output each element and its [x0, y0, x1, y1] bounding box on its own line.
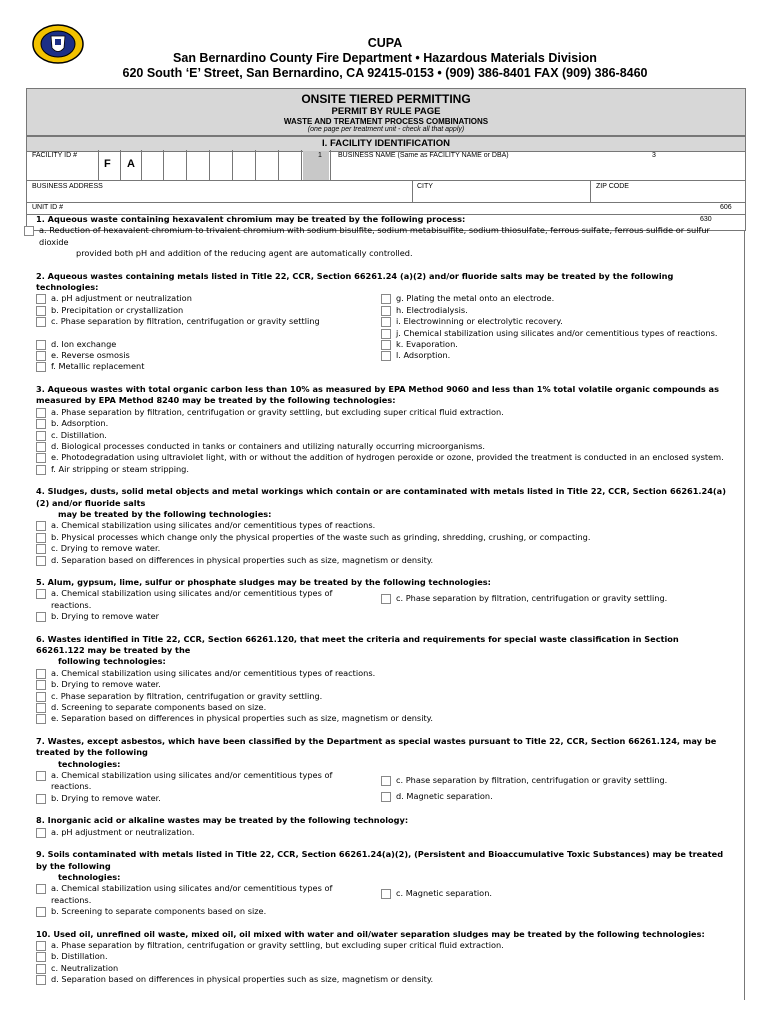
- question-5-title: 5. Alum, gypsum, lime, sulfur or phosphate sludges may be treated by the following technologies:: [36, 576, 491, 587]
- checkbox[interactable]: [36, 964, 46, 974]
- form-title: ONSITE TIERED PERMITTING: [301, 92, 471, 106]
- section-facility-identification: I. FACILITY IDENTIFICATION: [26, 136, 746, 152]
- checkbox[interactable]: [36, 771, 46, 781]
- option-text: d. Ion exchange: [51, 338, 117, 349]
- option-text-cont: provided both pH and addition of the reducing agent are automatically controlled.: [76, 248, 413, 259]
- form-note: (one page per treatment unit - check all that apply): [307, 126, 465, 133]
- field-number-630: 630: [700, 216, 712, 223]
- option-text: a. Reduction of hexavalent chromium to trivalent chromium with sodium bisulfite, sodium metabisulfite, sodium thiosulfate, ferrous sulfate, ferrous sulfide or sulfur dioxide: [39, 225, 710, 247]
- checkbox[interactable]: [36, 907, 46, 917]
- question-8: [36, 815, 726, 838]
- option-text: g. Plating the metal onto an electrode.: [396, 293, 555, 304]
- question-1-title: 1. Aqueous waste containing hexavalent chromium may be treated by the following process:: [36, 214, 466, 224]
- checkbox[interactable]: [381, 317, 391, 327]
- checkbox[interactable]: [381, 594, 391, 604]
- option-text: c. Phase separation by filtration, centrifugation or gravity settling.: [396, 593, 668, 604]
- checkbox[interactable]: [36, 612, 46, 622]
- checkbox[interactable]: [36, 340, 46, 350]
- option-text: h. Electrodialysis.: [396, 304, 468, 315]
- option-text: a. pH adjustment or neutralization.: [51, 826, 195, 837]
- option-text: a. Chemical stabilization using silicates and/or cementitious types of reactions.: [51, 667, 376, 678]
- option-text: d. Separation based on differences in physical properties such as size, magnetism or density.: [51, 974, 434, 985]
- checkbox[interactable]: [36, 884, 46, 894]
- field-number-3: 3: [652, 152, 656, 159]
- question-2-title: 2. Aqueous wastes containing metals listed in Title 22, CCR, Section 66261.24 (a)(2) and/or fluoride salts may be treated by the following technologies:: [36, 270, 674, 293]
- option-text: d. Separation based on differences in physical properties such as size, magnetism or density.: [51, 554, 434, 565]
- checkbox[interactable]: [36, 589, 46, 599]
- option-text: c. Drying to remove water.: [51, 543, 161, 554]
- question-10-title: 10. Used oil, unrefined oil waste, mixed oil, oil mixed with water and oil/water separation sludges may be treated by the following technologies:: [36, 928, 705, 939]
- checkbox[interactable]: [381, 351, 391, 361]
- question-9-title-cont: technologies:: [58, 871, 121, 882]
- option-text: d. Magnetic separation.: [396, 791, 493, 802]
- question-1: [36, 214, 726, 260]
- checkbox[interactable]: [36, 941, 46, 951]
- question-6: [36, 634, 726, 725]
- option-text: a. Chemical stabilization using silicates and/or cementitious types of reactions.: [51, 588, 333, 610]
- checkbox[interactable]: [36, 669, 46, 679]
- checkbox[interactable]: [381, 329, 391, 339]
- business-address-label: BUSINESS ADDRESS: [32, 183, 103, 190]
- option-text: a. Chemical stabilization using silicates and/or cementitious types of reactions.: [51, 770, 333, 792]
- checkbox[interactable]: [381, 306, 391, 316]
- checkbox[interactable]: [36, 317, 46, 327]
- checkbox[interactable]: [36, 692, 46, 702]
- option-text: a. pH adjustment or neutralization: [51, 293, 192, 304]
- option-text: e. Reverse osmosis: [51, 350, 130, 361]
- checkbox[interactable]: [36, 680, 46, 690]
- checkbox[interactable]: [36, 419, 46, 429]
- question-6-title: 6. Wastes identified in Title 22, CCR, Section 66261.120, that meet the criteria and requirements for special waste classification in Section 66261.122 may be treated by the: [36, 633, 679, 655]
- question-7-title: 7. Wastes, except asbestos, which have been classified by the Department as special wastes pursuant to Title 22, CCR, Section 66261.124, may be treated by the following: [36, 735, 717, 758]
- option-text: f. Metallic replacement: [51, 361, 145, 372]
- business-name-label: BUSINESS NAME (Same as FACILITY NAME or DBA): [338, 152, 509, 159]
- checkbox[interactable]: [36, 714, 46, 724]
- option-text: c. Phase separation by filtration, centrifugation or gravity settling: [51, 316, 320, 327]
- option-text: b. Drying to remove water.: [51, 792, 161, 803]
- unit-id-label: UNIT ID #: [32, 204, 63, 211]
- checkbox[interactable]: [36, 556, 46, 566]
- checkbox[interactable]: [36, 294, 46, 304]
- option-text: e. Separation based on differences in physical properties such as size, magnetism or density.: [51, 713, 433, 724]
- checkbox[interactable]: [36, 703, 46, 713]
- option-text: d. Screening to separate components based on size.: [51, 702, 267, 713]
- checkbox[interactable]: [36, 362, 46, 372]
- checkbox[interactable]: [36, 306, 46, 316]
- option-text: b. Drying to remove water: [51, 611, 160, 622]
- question-3: [36, 384, 726, 475]
- checkbox[interactable]: [36, 442, 46, 452]
- checkbox[interactable]: [36, 975, 46, 985]
- header-address: 620 South ‘E’ Street, San Bernardino, CA 92415-0153 • (909) 386-8401 FAX (909) 386-8460: [122, 66, 648, 80]
- option-text: b. Precipitation or crystallization: [51, 304, 184, 315]
- question-4: [36, 486, 726, 566]
- option-text: f. Air stripping or steam stripping.: [51, 463, 189, 474]
- option-text: c. Magnetic separation.: [396, 888, 492, 899]
- treatment-options: [36, 214, 726, 986]
- question-8-title: 8. Inorganic acid or alkaline wastes may be treated by the following technology:: [36, 815, 409, 826]
- title-box: [26, 88, 746, 136]
- question-7-title-cont: technologies:: [58, 758, 121, 769]
- option-text: k. Evaporation.: [396, 339, 458, 350]
- checkbox[interactable]: [381, 776, 391, 786]
- question-9-title: 9. Soils contaminated with metals listed in Title 22, CCR, Section 66261.24(a)(2), (Persistent and Bioaccumulative Toxic Substances) may be treated by the following: [36, 849, 724, 871]
- question-3-title: 3. Aqueous wastes with total organic carbon less than 10% as measured by EPA Method 9060 and less than 1% total volatile organic compounds as measured by EPA Method 8240 may be treated by the following technologies:: [36, 383, 719, 406]
- checkbox[interactable]: [381, 294, 391, 304]
- checkbox[interactable]: [24, 226, 34, 236]
- form-subtitle-2: WASTE AND TREATMENT PROCESS COMBINATIONS: [283, 117, 489, 126]
- option-text: b. Screening to separate components based on size.: [51, 906, 267, 917]
- option-text: c. Distillation.: [51, 429, 107, 440]
- facility-id-f: F: [104, 158, 111, 170]
- checkbox[interactable]: [36, 465, 46, 475]
- option-text: l. Adsorption.: [396, 350, 451, 361]
- question-4-title: 4. Sludges, dusts, solid metal objects and metal workings which contain or are contaminated with metals listed in Title 22, CCR, Section 66261.24(a)(2) and/or fluoride salts: [36, 486, 726, 508]
- checkbox[interactable]: [36, 431, 46, 441]
- form-subtitle: PERMIT BY RULE PAGE: [331, 106, 441, 117]
- checkbox[interactable]: [36, 533, 46, 543]
- option-text: b. Physical processes which change only the physical properties of the waste such as grinding, shredding, crushing, or compacting.: [51, 531, 591, 542]
- checkbox[interactable]: [381, 792, 391, 802]
- option-text: b. Adsorption.: [51, 418, 109, 429]
- option-text: c. Phase separation by filtration, centrifugation or gravity settling.: [51, 690, 323, 701]
- option-text: b. Drying to remove water.: [51, 679, 161, 690]
- option-text: a. Chemical stabilization using silicates and/or cementitious types of reactions.: [51, 883, 333, 905]
- option-text: a. Chemical stabilization using silicates and/or cementitious types of reactions.: [51, 520, 376, 531]
- option-text: b. Distillation.: [51, 951, 108, 962]
- checkbox[interactable]: [36, 521, 46, 531]
- facility-id-a: A: [127, 158, 135, 170]
- option-text: a. Phase separation by filtration, centrifugation or gravity settling, but excluding super critical fluid extraction.: [51, 406, 504, 417]
- checkbox[interactable]: [36, 408, 46, 418]
- header-cupa: CUPA: [367, 36, 403, 50]
- checkbox[interactable]: [36, 794, 46, 804]
- facility-id-label: FACILITY ID #: [32, 152, 77, 159]
- question-7: [36, 736, 726, 804]
- checkbox[interactable]: [36, 828, 46, 838]
- option-text: d. Biological processes conducted in tanks or containers and utilizing naturally occurring microorganisms.: [51, 440, 485, 451]
- question-6-title-cont: following technologies:: [58, 656, 166, 667]
- letterhead: [0, 36, 770, 81]
- question-4-title-cont: may be treated by the following technologies:: [58, 508, 272, 519]
- zip-code-label: ZIP CODE: [596, 183, 629, 190]
- checkbox[interactable]: [381, 340, 391, 350]
- checkbox[interactable]: [381, 889, 391, 899]
- checkbox[interactable]: [36, 544, 46, 554]
- header-department: San Bernardino County Fire Department • Hazardous Materials Division: [173, 51, 597, 65]
- option-text: e. Photodegradation using ultraviolet light, with or without the addition of hydrogen peroxide or ozone, provided the treatment is conducted in an enclosed system.: [51, 452, 724, 463]
- question-5: [36, 577, 726, 623]
- question-9: [36, 849, 726, 917]
- city-label: CITY: [417, 183, 433, 190]
- option-text: j. Chemical stabilization using silicates and/or cementitious types of reactions.: [396, 327, 718, 338]
- question-2: [36, 271, 726, 373]
- option-text: c. Phase separation by filtration, centrifugation or gravity settling.: [396, 775, 668, 786]
- field-number-606: 606: [720, 204, 732, 211]
- checkbox[interactable]: [36, 952, 46, 962]
- field-number-1: 1: [318, 152, 322, 159]
- question-10: [36, 929, 726, 986]
- option-text: i. Electrowinning or electrolytic recovery.: [396, 316, 563, 327]
- checkbox[interactable]: [36, 453, 46, 463]
- checkbox[interactable]: [36, 351, 46, 361]
- option-text: c. Neutralization: [51, 962, 119, 973]
- option-text: a. Phase separation by filtration, centrifugation or gravity settling, but excluding super critical fluid extraction.: [51, 939, 504, 950]
